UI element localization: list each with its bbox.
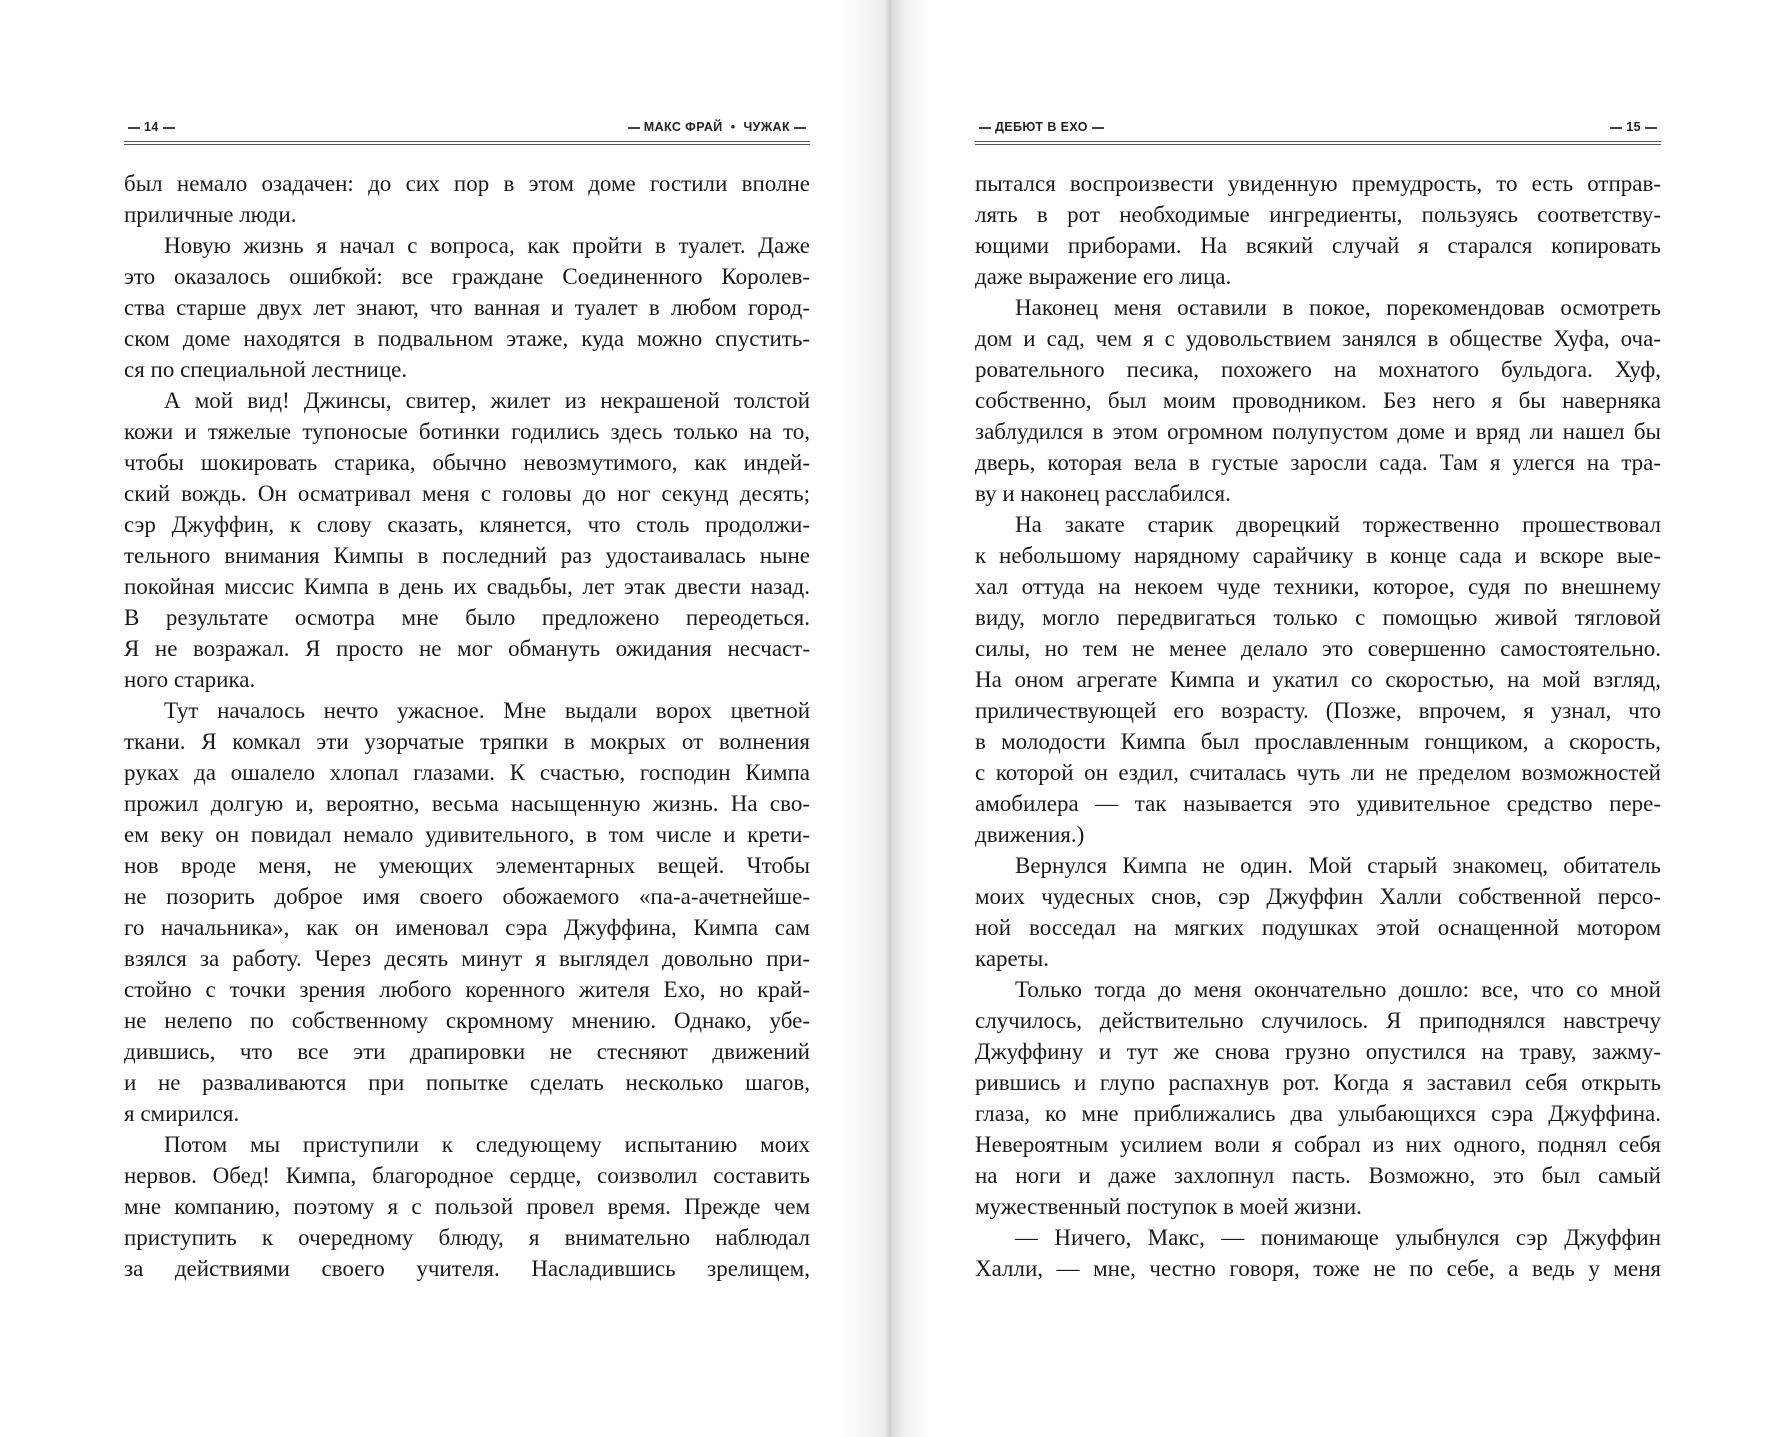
text-line: Халли, — мне, честно говоря, тоже не по себе, а ведь у меня [975, 1256, 1661, 1281]
text-line: собственно, был моим проводником. Без него я бы наверняка [975, 388, 1661, 413]
text-line: Вернулся Кимпа не один. Мой старый знакомец, обитатель [1015, 853, 1661, 878]
page-number: 15 [1626, 120, 1641, 134]
text-line: заблудился в этом огромном полупустом доме и вряд ли нашел бы [975, 419, 1661, 444]
text-line: сэр Джуффин, к слову сказать, клянется, что столь продолжи- [124, 512, 810, 537]
section-title-wrap [975, 120, 1108, 134]
text-line: был немало озадачен: до сих пор в этом доме гостили вполне [124, 171, 810, 196]
text-line: не позорить доброе имя своего обожаемого «па-а-ачетнейше- [124, 884, 810, 909]
text-line: Тут началось нечто ужасное. Мне выдали ворох цветной [164, 698, 810, 723]
page-number-right [1606, 120, 1661, 134]
text-line: силы, но тем не менее делало это совершенно самостоятельно. [975, 636, 1661, 661]
text-line: стойно с точки зрения любого коренного жителя Ехо, но край- [124, 977, 810, 1002]
text-line: я смирился. [124, 1101, 240, 1126]
page-number: 14 [144, 120, 159, 134]
text-line: мужественный поступок в моей жизни. [975, 1194, 1362, 1219]
text-line: ной восседал на мягких подушках этой оснащенной мотором [975, 915, 1661, 940]
text-line: В результате осмотра мне было предложено переодеться. [124, 605, 810, 630]
text-line: чтобы шокировать старика, обычно невозмутимого, как индей- [124, 450, 810, 475]
header-rule [124, 141, 810, 142]
text-line: покойная миссис Кимпа в день их свадьбы, лет этак двести назад. [124, 574, 810, 599]
text-line: к небольшому нарядному сарайчику в конце сада и вскоре вые- [975, 543, 1661, 568]
book-gutter [886, 0, 894, 1437]
text-line: На закате старик дворецкий торжественно прошествовал [1015, 512, 1661, 537]
text-line: Наконец меня оставили в покое, порекомендовав осмотреть [1015, 295, 1661, 320]
author-name: МАКС ФРАЙ [643, 120, 723, 134]
text-line: ющими приборами. На всякий случай я старался копировать [975, 233, 1661, 258]
text-line: амобилера — так называется это удивительное средство пере- [975, 791, 1661, 816]
text-line: мне компанию, поэтому я с пользой провел время. Прежде чем [124, 1194, 810, 1219]
text-line: Я не возражал. Я просто не мог обмануть ожидания несчаст- [124, 636, 810, 661]
text-line: кареты. [975, 946, 1049, 971]
running-head-left [124, 120, 810, 142]
text-line: дом и сад, чем я с удовольствием занялся в обществе Хуфа, оча- [975, 326, 1661, 351]
text-line: нервов. Обед! Кимпа, благородное сердце, соизволил составить [124, 1163, 810, 1188]
text-line: Новую жизнь я начал с вопроса, как пройти в туалет. Даже [164, 233, 810, 258]
text-line: руках да ошалело хлопал глазами. К счастью, господин Кимпа [124, 760, 810, 785]
text-line: движения.) [975, 822, 1085, 847]
text-line: виду, могло передвигаться только с помощью живой тягловой [975, 605, 1661, 630]
right-page [890, 0, 1780, 1437]
text-line: хал оттуда на некоем чуде техники, которое, судя по внешнему [975, 574, 1661, 599]
page-number-left [124, 120, 179, 134]
text-line: На оном агрегате Кимпа и укатил со скоростью, на мой взгляд, [975, 667, 1661, 692]
running-head-right [975, 120, 1661, 142]
text-line: го начальника», как он именовал сэра Джуффина, Кимпа сам [124, 915, 810, 940]
text-line: приличествующей его возрасту. (Позже, впрочем, я узнал, что [975, 698, 1661, 723]
separator-bullet: • [730, 120, 736, 134]
section-title: ДЕБЮТ В ЕХО [995, 120, 1088, 134]
text-line: это оказалось ошибкой: все граждане Соединенного Королев- [124, 264, 810, 289]
text-line: ного старика. [124, 667, 256, 692]
text-line: рившись и глупо распахнув рот. Когда я заставил себя открыть [975, 1070, 1661, 1095]
text-line: на ноги и даже захлопнул пасть. Возможно, это был самый [975, 1163, 1661, 1188]
text-line: — Ничего, Макс, — понимающе улыбнулся сэр Джуффин [1015, 1225, 1661, 1250]
text-line: в молодости Кимпа был прославленным гонщиком, а скорость, [975, 729, 1661, 754]
text-line: за действиями своего учителя. Насладившись зрелищем, [124, 1256, 810, 1281]
text-line: ткани. Я комкал эти узорчатые тряпки в мокрых от волнения [124, 729, 810, 754]
text-line: и не разваливаются при попытке сделать несколько шагов, [124, 1070, 810, 1095]
text-line: Только тогда до меня окончательно дошло: все, что со мной [1015, 977, 1661, 1002]
text-line: даже выражение его лица. [975, 264, 1232, 289]
text-line: глаза, ко мне приближались два улыбающихся сэра Джуффина. [975, 1101, 1661, 1126]
text-line: приступить к очередному блюду, я внимательно наблюдал [124, 1225, 810, 1250]
text-line: дверь, которая вела в густые заросли сада. Там я улегся на тра- [975, 450, 1661, 475]
right-page-text [975, 168, 1661, 1284]
text-line: ства старше двух лет знают, что ванная и туалет в любом город- [124, 295, 810, 320]
text-line: ровательного песика, похожего на мохнатого бульдога. Хуф, [975, 357, 1661, 382]
text-line: А мой вид! Джинсы, свитер, жилет из некрашеной толстой [164, 388, 810, 413]
text-line: ву и наконец расслабился. [975, 481, 1231, 506]
text-line: с которой он ездил, считалась чуть ли не пределом возможностей [975, 760, 1661, 785]
text-line: нов вроде меня, не умеющих элементарных вещей. Чтобы [124, 853, 810, 878]
text-line: не нелепо по собственному скромному мнению. Однако, убе- [124, 1008, 810, 1033]
text-line: прожил долгую и, вероятно, весьма насыщенную жизнь. На сво- [124, 791, 810, 816]
text-line: Джуффину и тут же снова грузно опустился на траву, зажму- [975, 1039, 1661, 1064]
left-page-text [124, 168, 810, 1284]
text-line: ем веку он повидал немало удивительного, в том числе и крети- [124, 822, 810, 847]
book-title: ЧУЖАК [743, 120, 790, 134]
text-line: приличные люди. [124, 202, 297, 227]
text-line: взялся за работу. Через десять минут я выглядел довольно при- [124, 946, 810, 971]
text-line: дившись, что все эти драпировки не стесняют движений [124, 1039, 810, 1064]
text-line: лять в рот необходимые ингредиенты, пользуясь соответству- [975, 202, 1661, 227]
text-line: кожи и тяжелые тупоносые ботинки годились здесь только на то, [124, 419, 810, 444]
text-line: ся по специальной лестнице. [124, 357, 408, 382]
text-line: моих чудесных снов, сэр Джуффин Халли собственной персо- [975, 884, 1661, 909]
text-line: Потом мы приступили к следующему испытанию моих [164, 1132, 810, 1157]
text-line: пытался воспроизвести увиденную премудрость, то есть отправ- [975, 171, 1661, 196]
header-rule [975, 141, 1661, 142]
text-line: ский вождь. Он осматривал меня с головы до ног секунд десять; [124, 481, 810, 506]
text-line: тельного внимания Кимпы в последний раз удостаивалась ныне [124, 543, 810, 568]
running-title-left [624, 120, 810, 134]
left-page [0, 0, 890, 1437]
text-line: Невероятным усилием воли я собрал из них одного, поднял себя [975, 1132, 1661, 1157]
text-line: случилось, действительно случилось. Я приподнялся навстречу [975, 1008, 1661, 1033]
text-line: ском доме находятся в подвальном этаже, куда можно спустить- [124, 326, 810, 351]
